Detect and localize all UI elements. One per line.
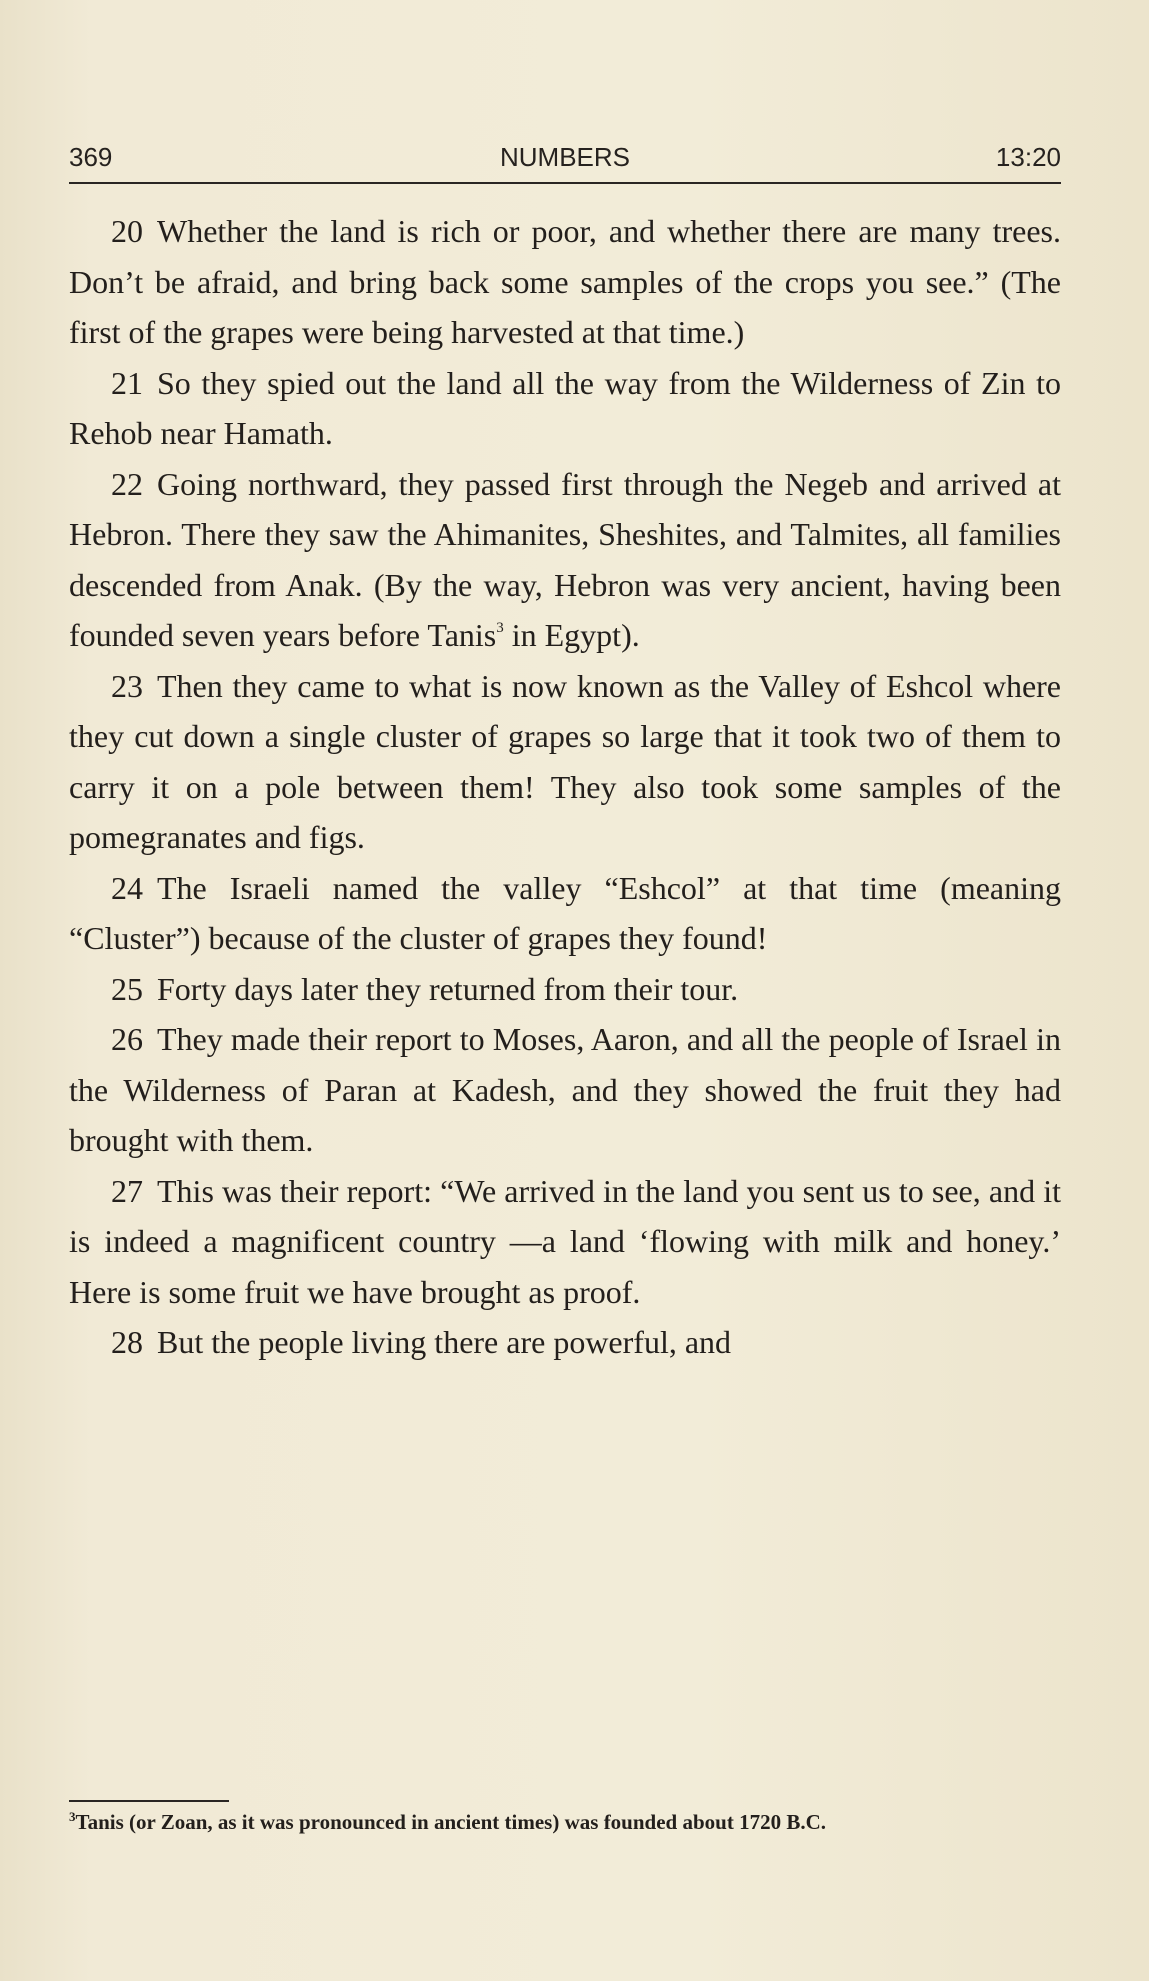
footnote-divider [69, 1800, 229, 1802]
verse-27 [69, 1166, 1061, 1318]
verse-number: 28 [111, 1324, 143, 1360]
running-head-page-number: 369 [69, 142, 113, 172]
verse-text: But the people living there are powerful, and [157, 1324, 732, 1360]
verse-26 [69, 1014, 1061, 1166]
verse-text-continued: in Egypt). [503, 617, 640, 653]
verse-text: The Israeli named the valley “Eshcol” at that time (meaning “Cluster”) because of the cluster of grapes they found! [69, 869, 1061, 956]
verse-text: So they spied out the land all the way from the Wilderness of Zin to Rehob near Hamath. [69, 364, 1061, 451]
verse-number: 22 [111, 465, 143, 502]
footnote [69, 1810, 1061, 1834]
verse-number: 21 [111, 364, 143, 401]
running-head-chapter-verse: 13:20 [995, 142, 1061, 172]
verse-22 [69, 459, 1061, 661]
verse-20 [69, 206, 1061, 358]
verse-25 [69, 964, 1061, 1015]
verse-text: Forty days later they returned from their tour. [157, 970, 739, 1007]
verse-text: Then they came to what is now known as the Valley of Eshcol where they cut down a single cluster of grapes so large that it took two of them to carry it on a pole between them! They also took some samples of the pomegranates and figs. [69, 667, 1061, 855]
verse-text: Going northward, they passed first through the Negeb and arrived at Hebron. There they saw the Ahimanites, Sheshites, and Talmites, all families descended from Anak. (By the way, Hebron was very ancient, having been founded seven years before Tanis [69, 465, 1061, 653]
verse-text: This was their report: “We arrived in the land you sent us to see, and it is indeed a magnificent country —a land ‘flowing with milk and honey.’ Here is some fruit we have brought as proof. [69, 1172, 1061, 1310]
running-head [69, 138, 1061, 184]
verse-number: 27 [111, 1172, 143, 1209]
running-head-book: NUMBERS [499, 142, 630, 172]
verse-21 [69, 358, 1061, 459]
footnote-text: Tanis (or Zoan, as it was pronounced in ancient times) was founded about 1720 B.C. [75, 1810, 826, 1834]
footnote-mark: 3 [69, 1809, 76, 1824]
verse-number: 23 [111, 667, 143, 704]
verse-number: 20 [111, 213, 143, 249]
footnote-reference[interactable]: 3 [496, 620, 504, 636]
verse-number: 25 [111, 970, 143, 1007]
verse-number: 26 [111, 1021, 143, 1057]
verse-text: They made their report to Moses, Aaron, and all the people of Israel in the Wilderness of Paran at Kadesh, and they showed the fruit they had brought with them. [69, 1021, 1061, 1158]
body-text [69, 206, 1061, 1368]
verse-number: 24 [111, 869, 143, 906]
verse-text: Whether the land is rich or poor, and whether there are many trees. Don’t be afraid, and bring back some samples of the crops you see.” (The first of the grapes were being harvested at that time.) [69, 213, 1061, 350]
verse-23 [69, 661, 1061, 863]
verse-28 [69, 1317, 1061, 1368]
verse-24 [69, 863, 1061, 964]
